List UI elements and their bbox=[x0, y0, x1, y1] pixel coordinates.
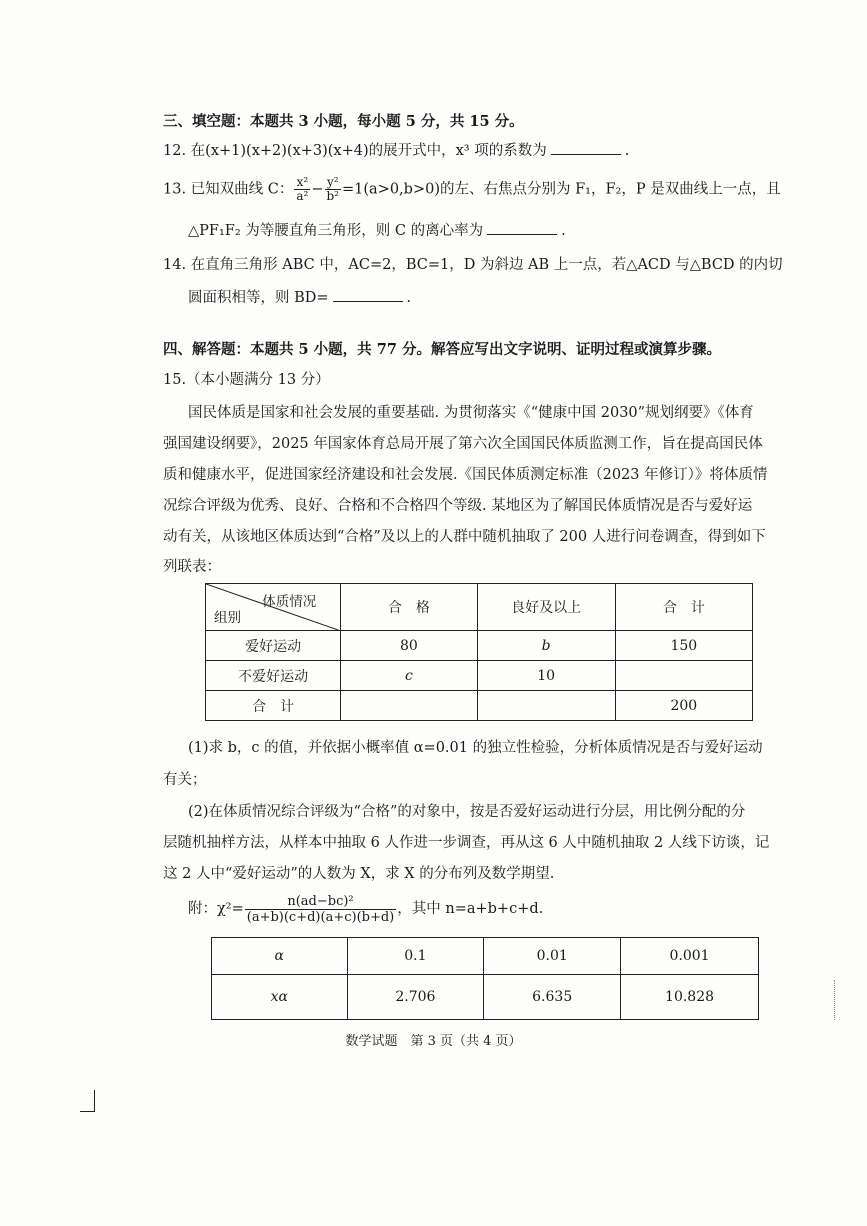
question-13-line1 bbox=[163, 176, 781, 203]
question-13-post: =1(a>0,b>0)的左、右焦点分别为 F₁，F₂，P 是双曲线上一点，且 bbox=[342, 181, 781, 198]
formula-denominator: (a+b)(c+d)(a+c)(b+d) bbox=[246, 909, 395, 925]
formula-fraction bbox=[245, 894, 397, 925]
formula-prefix: 附：χ²= bbox=[188, 901, 244, 917]
row-label: α bbox=[212, 938, 348, 975]
table-cell: 6.635 bbox=[484, 975, 621, 1020]
header-total: 合 计 bbox=[615, 584, 752, 631]
table-header-row bbox=[206, 584, 753, 631]
question-14-end: . bbox=[406, 290, 412, 306]
table-cell: 0.001 bbox=[621, 938, 759, 975]
answer-blank-13 bbox=[487, 220, 557, 235]
header-good-above: 良好及以上 bbox=[477, 584, 615, 631]
table-row bbox=[206, 661, 753, 691]
page-footer: 数学试题 第 3 页（共 4 页） bbox=[345, 1034, 522, 1049]
table-cell: 10 bbox=[477, 661, 615, 691]
table-corner-cell bbox=[206, 584, 341, 631]
critical-value-table bbox=[211, 937, 759, 1020]
header-qualified: 合 格 bbox=[341, 584, 477, 631]
table-cell bbox=[341, 691, 477, 721]
frac1-num: x² bbox=[294, 176, 310, 190]
q15-para-line3: 质和健康水平，促进国家经济建设和社会发展.《国民体质测定标准（2023 年修订）》将体质情 bbox=[163, 467, 768, 483]
question-13-line2-text: △PF₁F₂ 为等腰直角三角形，则 C 的离心率为 bbox=[188, 223, 484, 239]
table-cell: 0.01 bbox=[484, 938, 621, 975]
answer-blank-14 bbox=[333, 287, 403, 302]
table-row bbox=[206, 691, 753, 721]
frac2-num: y² bbox=[325, 176, 342, 190]
formula-numerator: n(ad−bc)² bbox=[245, 894, 397, 910]
question-12-text: 12. 在(x+1)(x+2)(x+3)(x+4)的展开式中，x³ 项的系数为 bbox=[163, 143, 547, 159]
table-cell: 150 bbox=[615, 631, 752, 661]
section3-title: 三、填空题：本题共 3 小题，每小题 5 分，共 15 分。 bbox=[163, 113, 524, 130]
corner-bottom-label: 组别 bbox=[214, 610, 241, 626]
table-cell: 80 bbox=[341, 631, 477, 661]
question-13-end: . bbox=[561, 223, 566, 239]
part2-line1: (2)在体质情况综合评级为“合格”的对象中，按是否爱好运动进行分层，用比例分配的分 bbox=[188, 804, 746, 820]
fraction-x2-a2 bbox=[294, 176, 310, 203]
table-cell bbox=[615, 661, 752, 691]
part1-line2: 有关； bbox=[163, 772, 207, 788]
question-15-header: 15.（本小题满分 13 分） bbox=[163, 372, 330, 388]
q15-para-line1: 国民体质是国家和社会发展的重要基础. 为贯彻落实《“健康中国 2030”规划纲要》《体育 bbox=[188, 405, 754, 421]
question-12-end: . bbox=[624, 143, 630, 159]
fraction-y2-b2 bbox=[325, 176, 342, 203]
question-13-prefix: 13. 已知双曲线 C： bbox=[163, 181, 294, 198]
row-label: xα bbox=[212, 975, 348, 1020]
row-label: 不爱好运动 bbox=[206, 661, 341, 691]
contingency-table bbox=[205, 583, 753, 721]
part1-line1: (1)求 b，c 的值，并依据小概率值 α=0.01 的独立性检验，分析体质情况是否与爱好运动 bbox=[188, 740, 763, 756]
section4-title: 四、解答题：本题共 5 小题，共 77 分。解答应写出文字说明、证明过程或演算步骤。 bbox=[163, 341, 721, 358]
q15-para-line6: 列联表： bbox=[163, 559, 221, 575]
table-row bbox=[212, 938, 759, 975]
frac1-den: a² bbox=[296, 189, 309, 203]
q15-para-line4: 况综合评级为优秀、良好、合格和不合格四个等级. 某地区为了解国民体质情况是否与爱好运 bbox=[163, 498, 753, 514]
crop-mark bbox=[80, 1111, 95, 1112]
table-cell: 0.1 bbox=[347, 938, 484, 975]
question-14-line1: 14. 在直角三角形 ABC 中，AC=2，BC=1，D 为斜边 AB 上一点，若△ACD 与△BCD 的内切 bbox=[163, 257, 783, 273]
part2-line2: 层随机抽样方法，从样本中抽取 6 人作进一步调查，再从这 6 人中随机抽取 2 人线下访谈，记 bbox=[163, 835, 770, 851]
row-label: 爱好运动 bbox=[206, 631, 341, 661]
table-row bbox=[212, 975, 759, 1020]
table-cell bbox=[477, 691, 615, 721]
table-cell: 200 bbox=[615, 691, 752, 721]
chi-square-formula bbox=[188, 893, 543, 925]
frac2-den: b² bbox=[326, 189, 339, 203]
table-row bbox=[206, 631, 753, 661]
question-12 bbox=[163, 140, 629, 161]
minus-sign: − bbox=[311, 181, 324, 198]
table-cell: b bbox=[477, 631, 615, 661]
part2-line3: 这 2 人中“爱好运动”的人数为 X，求 X 的分布列及数学期望. bbox=[163, 866, 555, 882]
question-14-line2 bbox=[188, 287, 411, 308]
table-cell: 2.706 bbox=[347, 975, 484, 1020]
crop-mark bbox=[94, 1090, 95, 1112]
question-13-line2 bbox=[188, 220, 566, 241]
row-label: 合 计 bbox=[206, 691, 341, 721]
formula-suffix: ，其中 n=a+b+c+d. bbox=[397, 901, 544, 917]
table-cell: c bbox=[341, 661, 477, 691]
table-cell: 10.828 bbox=[621, 975, 759, 1020]
q15-para-line5: 动有关，从该地区体质达到“合格”及以上的人群中随机抽取了 200 人进行问卷调查，得到如下 bbox=[163, 529, 766, 545]
q15-para-line2: 强国建设纲要》，2025 年国家体育总局开展了第六次全国国民体质监测工作，旨在提高国民体 bbox=[163, 436, 763, 452]
scan-artifact bbox=[834, 980, 837, 1020]
answer-blank-12 bbox=[551, 140, 621, 155]
question-14-line2-text: 圆面积相等，则 BD= bbox=[188, 290, 329, 306]
corner-top-label: 体质情况 bbox=[262, 594, 317, 610]
